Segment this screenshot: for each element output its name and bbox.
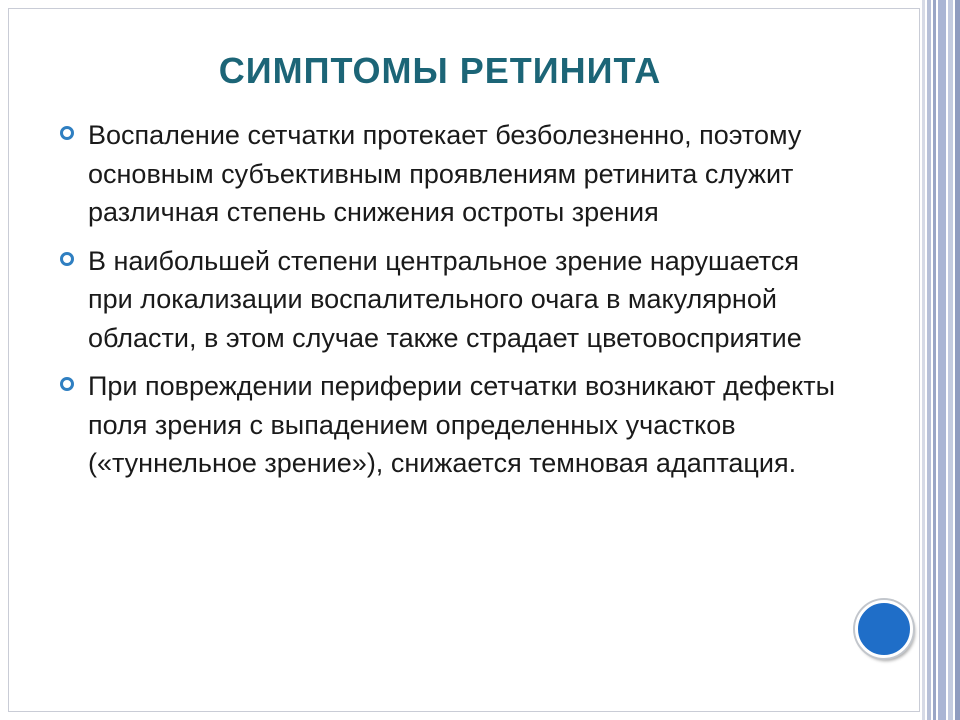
stripe	[948, 0, 953, 720]
slide-title: СИМПТОМЫ РЕТИНИТА	[218, 50, 662, 91]
decorative-circle-icon	[855, 600, 913, 658]
side-stripes	[922, 0, 960, 720]
bullet-text: В наибольшей степени центральное зрение нарушается при локализации воспалительного очага в макулярной области, в этом случае также страдает цветовосприятие	[88, 245, 802, 353]
bullet-text: При повреждении периферии сетчатки возникают дефекты поля зрения с выпадением определенных участков («туннельное зрение»), снижается темновая адаптация.	[88, 371, 835, 478]
stripe	[922, 0, 925, 720]
bullet-text: Воспаление сетчатки протекает безболезненно, поэтому основным субъективным проявлениям ретинита служит различная степень снижения остроты зрения	[88, 120, 802, 227]
bullet-item	[60, 242, 840, 358]
ring-bullet-icon	[60, 252, 74, 266]
stripe	[938, 0, 946, 720]
stripe	[927, 0, 931, 720]
stripe	[933, 0, 936, 720]
bullet-item	[60, 367, 840, 483]
bullet-list	[60, 116, 840, 493]
ring-bullet-icon	[60, 377, 74, 391]
bullet-item	[60, 116, 840, 232]
stripe	[955, 0, 960, 720]
ring-bullet-icon	[60, 126, 74, 140]
